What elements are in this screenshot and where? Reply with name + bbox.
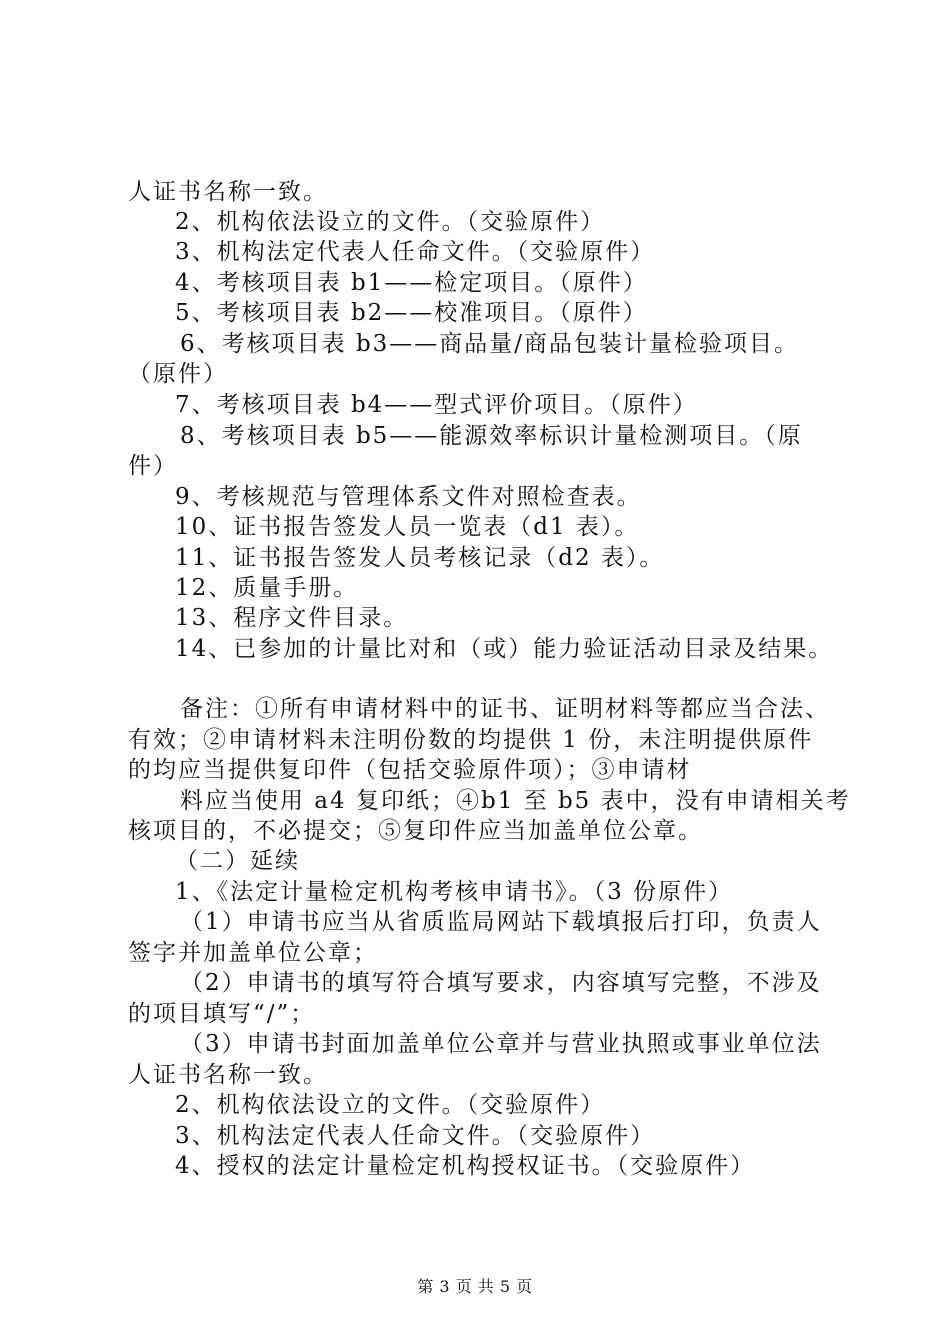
text-line: 签字并加盖单位公章； xyxy=(128,940,378,966)
text-line: 有效；②申请材料未注明份数的均提供 1 份，未注明提供原件 xyxy=(128,727,814,753)
text-line: 12、质量手册。 xyxy=(175,575,359,601)
text-line: 备注：①所有申请材料中的证书、证明材料等都应当合法、 xyxy=(180,696,830,722)
text-line: 13、程序文件目录。 xyxy=(175,605,409,631)
text-line: 人证书名称一致。 xyxy=(128,1062,328,1088)
text-line: 7、考核项目表 b4——型式评价项目。（原件） xyxy=(175,392,698,418)
text-line: 3、机构法定代表人任命文件。（交验原件） xyxy=(175,1123,656,1149)
text-line: 11、证书报告签发人员考核记录（d2 表）。 xyxy=(175,545,665,571)
text-line: 4、授权的法定计量检定机构授权证书。（交验原件） xyxy=(175,1153,756,1179)
text-line: 料应当使用 a4 复印纸；④b1 至 b5 表中，没有申请相关考 xyxy=(180,788,851,814)
text-line: 核项目的，不必提交；⑤复印件应当加盖单位公章。 xyxy=(128,818,703,844)
text-line: （3）申请书封面加盖单位公章并与营业执照或事业单位法 xyxy=(180,1031,822,1057)
text-line: （1）申请书应当从省质监局网站下载填报后打印，负责人 xyxy=(180,909,822,935)
text-line: （原件） xyxy=(128,361,228,387)
text-line: （2）申请书的填写符合填写要求，内容填写完整，不涉及 xyxy=(180,970,822,996)
text-line: 2、机构依法设立的文件。（交验原件） xyxy=(175,1092,606,1118)
text-line: 6、考核项目表 b3——商品量/商品包装计量检验项目。 xyxy=(180,331,800,357)
page-number-footer: 第 3 页 共 5 页 xyxy=(417,1277,533,1296)
text-line: 14、已参加的计量比对和（或）能力验证活动目录及结果。 xyxy=(175,636,834,662)
text-line: 2、机构依法设立的文件。（交验原件） xyxy=(175,209,606,235)
text-line: 1、《法定计量检定机构考核申请书》。（3 份原件） xyxy=(175,879,734,905)
text-line: 3、机构法定代表人任命文件。（交验原件） xyxy=(175,239,656,265)
text-line: 10、证书报告签发人员一览表（d1 表）。 xyxy=(175,514,640,540)
text-line: （二）延续 xyxy=(175,848,300,874)
text-line: 件） xyxy=(128,453,178,479)
text-line: 4、考核项目表 b1——检定项目。（原件） xyxy=(175,270,648,296)
text-line: 的项目填写“/”； xyxy=(128,1001,316,1027)
text-line: 9、考核规范与管理体系文件对照检查表。 xyxy=(175,484,642,510)
text-line: 的均应当提供复印件（包括交验原件项）；③申请材 xyxy=(128,757,692,783)
text-line: 8、考核项目表 b5——能源效率标识计量检测项目。（原 xyxy=(180,423,803,449)
text-line: 人证书名称一致。 xyxy=(128,179,328,205)
text-line: 5、考核项目表 b2——校准项目。（原件） xyxy=(175,300,648,326)
